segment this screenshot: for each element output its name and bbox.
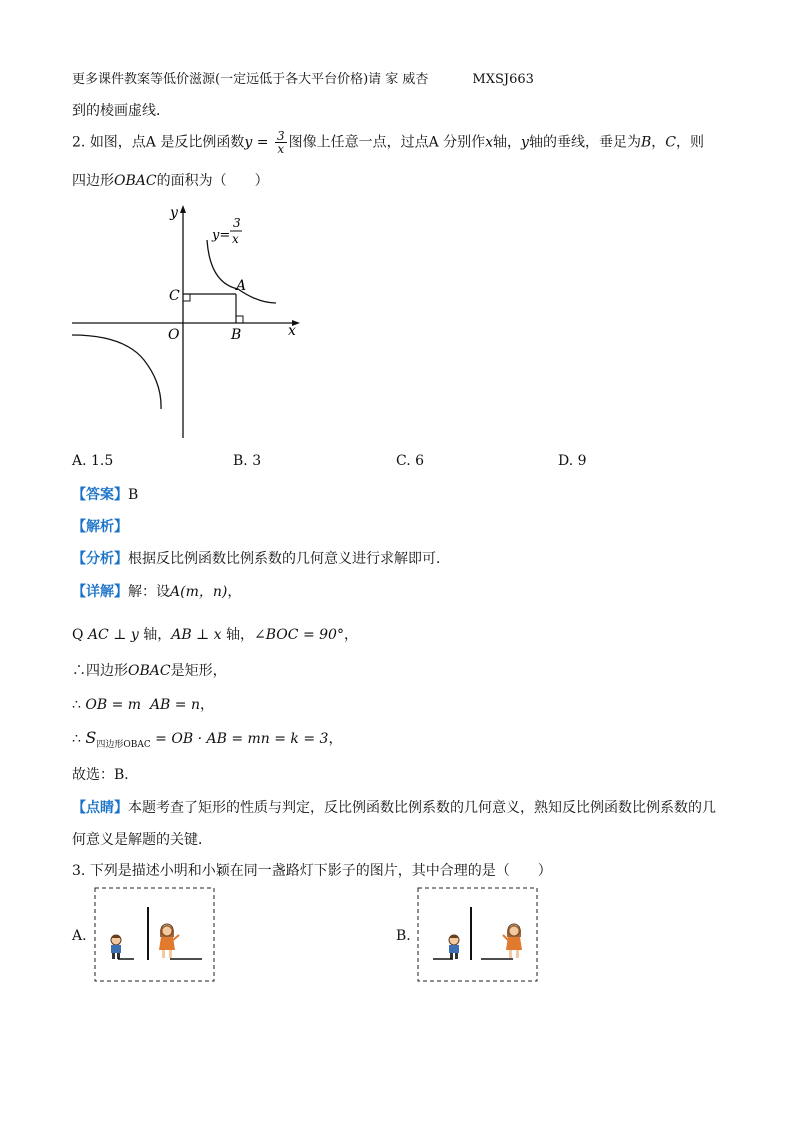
choice-d-value: 9 bbox=[577, 453, 587, 469]
answer-value: B bbox=[128, 487, 139, 503]
choice-b-value: 3 bbox=[252, 453, 262, 469]
question-2-stem-line1 bbox=[72, 130, 704, 155]
right-angle-b-icon bbox=[236, 316, 243, 323]
comment-tag: 【点睛】 bbox=[72, 800, 128, 816]
q2-stem-b: 图像上任意一点，过点A 分别作 bbox=[288, 134, 486, 151]
choice-c-letter: C. bbox=[396, 453, 411, 469]
q2-stem-e: ，则 bbox=[675, 134, 704, 151]
answer-line bbox=[72, 484, 138, 504]
label-b: B bbox=[231, 327, 242, 343]
choice-c-value: 6 bbox=[415, 453, 425, 469]
inverse-function-graph bbox=[60, 195, 320, 445]
boy-figure-icon bbox=[111, 935, 121, 959]
q3-option-a-picture[interactable] bbox=[94, 887, 216, 983]
detail-tail: ， bbox=[227, 584, 242, 600]
curve-label-num: 3 bbox=[233, 216, 241, 230]
choice-c[interactable] bbox=[396, 453, 424, 469]
step-3-tail: ， bbox=[200, 697, 214, 713]
analysis-tag-text: 【解析】 bbox=[72, 519, 128, 535]
step-1-e: ∠BOC = 90° bbox=[254, 627, 344, 643]
detail-tag: 【详解】 bbox=[72, 584, 128, 600]
previous-question-tail: 到的棱画虚线． bbox=[72, 103, 170, 119]
page-header bbox=[72, 68, 534, 87]
step-2-a: 四边形 bbox=[86, 663, 128, 679]
dashed-frame bbox=[95, 888, 214, 981]
question-3-text: 下列是描述小明和小颖在同一盏路灯下影子的图片，其中合理的是（ ） bbox=[89, 863, 552, 879]
curve-branch-q3 bbox=[72, 335, 161, 409]
q2-func-den: x bbox=[277, 142, 285, 156]
girl-figure-icon bbox=[159, 924, 179, 958]
step-1-d: 轴， bbox=[221, 627, 255, 643]
step-3-symbol: ∴ bbox=[72, 697, 81, 713]
q2-stem-d: 轴的垂线，垂足为 bbox=[528, 134, 641, 151]
curve-label-den: x bbox=[232, 232, 239, 246]
step-1-symbol: Q bbox=[72, 627, 84, 643]
fenxi-line bbox=[72, 548, 450, 568]
girl-figure-icon bbox=[503, 924, 522, 958]
detail-text: 解：设 bbox=[128, 584, 170, 600]
header-text: 更多课件教案等低价滋源(一定远低于各大平台价格)请 家 威杏 bbox=[72, 72, 429, 87]
q3-option-a-label[interactable]: A. bbox=[72, 928, 87, 944]
step-4-s: S bbox=[85, 728, 97, 747]
choice-d-letter: D. bbox=[558, 453, 574, 469]
answer-tag: 【答案】 bbox=[72, 487, 128, 503]
q2-stem-c: 轴， bbox=[493, 134, 522, 151]
step-2-symbol: ∴ bbox=[72, 663, 86, 679]
curve-label-lhs: y= bbox=[212, 228, 231, 243]
q2-func-eq: = bbox=[252, 134, 273, 151]
q2-func-num: 3 bbox=[276, 129, 285, 143]
q3-option-b-picture[interactable] bbox=[417, 887, 539, 983]
q2-foot-c: C bbox=[665, 134, 676, 151]
step-1-b: 轴， bbox=[138, 627, 172, 643]
detail-point: A(m，n) bbox=[170, 584, 228, 600]
question-2-stem-line2 bbox=[72, 170, 269, 190]
analysis-tag bbox=[72, 516, 128, 536]
label-x: x bbox=[288, 323, 296, 339]
y-axis-arrow-icon bbox=[180, 205, 186, 213]
q2-func-y: y bbox=[244, 134, 253, 151]
step-3-expr: OB = m AB = n bbox=[85, 697, 200, 713]
q2-line2-a: 四边形 bbox=[72, 173, 114, 189]
step-3 bbox=[72, 694, 214, 714]
q2-y: y bbox=[521, 134, 529, 151]
step-1 bbox=[72, 624, 358, 644]
choice-a-letter: A. bbox=[72, 453, 87, 469]
q3-option-b-label[interactable]: B. bbox=[396, 928, 411, 944]
step-4-symbol: ∴ bbox=[72, 731, 81, 747]
step-4-expr: = OB · AB = mn = k = 3 bbox=[150, 731, 329, 747]
comment-line1-text: 本题考查了矩形的性质与判定，反比例函数比例系数的几何意义，熟知反比例函数比例系数的几 bbox=[128, 800, 716, 816]
label-o: O bbox=[168, 327, 180, 343]
q2-quad: OBAC bbox=[114, 173, 157, 189]
step-1-a: AC ⊥ y bbox=[87, 627, 139, 643]
boy-figure-icon bbox=[449, 935, 459, 959]
question-3-number: 3. bbox=[72, 863, 86, 879]
q2-x: x bbox=[485, 134, 494, 151]
detail-line bbox=[72, 581, 241, 601]
label-y: y bbox=[170, 205, 178, 221]
step-4 bbox=[72, 728, 342, 750]
choice-d[interactable] bbox=[558, 453, 587, 469]
q2-stem-a: 如图，点A 是反比例函数 bbox=[89, 134, 245, 151]
question-3-stem bbox=[72, 860, 552, 880]
label-c: C bbox=[169, 288, 180, 304]
step-2-quad: OBAC bbox=[128, 663, 171, 679]
header-code: MXSJ663 bbox=[472, 72, 534, 87]
q2-line2-b: 的面积为（ ） bbox=[156, 173, 269, 189]
fenxi-tag: 【分析】 bbox=[72, 551, 128, 567]
q2-sep: ， bbox=[651, 134, 666, 151]
fenxi-text: 根据反比例函数比例系数的几何意义进行求解即可． bbox=[128, 551, 450, 567]
label-a: A bbox=[236, 278, 247, 294]
choice-a[interactable] bbox=[72, 453, 113, 469]
step-4-sub: 四边形OBAC bbox=[96, 739, 151, 750]
step-1-f: ， bbox=[343, 627, 358, 643]
step-1-c: AB ⊥ x bbox=[171, 627, 222, 643]
comment-line-2: 何意义是解题的关键． bbox=[72, 832, 212, 848]
choose-line: 故选：B． bbox=[72, 767, 139, 783]
step-2-b: 是矩形， bbox=[170, 663, 227, 679]
step-2 bbox=[72, 660, 227, 680]
comment-line-1 bbox=[72, 797, 716, 817]
choice-b[interactable] bbox=[233, 453, 261, 469]
choice-b-letter: B. bbox=[233, 453, 248, 469]
q2-foot-b: B bbox=[640, 134, 652, 151]
q2-func-fraction bbox=[275, 130, 287, 155]
right-angle-c-icon bbox=[183, 294, 190, 301]
choice-a-value: 1.5 bbox=[91, 453, 114, 469]
step-4-tail: ， bbox=[328, 731, 343, 747]
question-2-number: 2. bbox=[72, 134, 86, 151]
